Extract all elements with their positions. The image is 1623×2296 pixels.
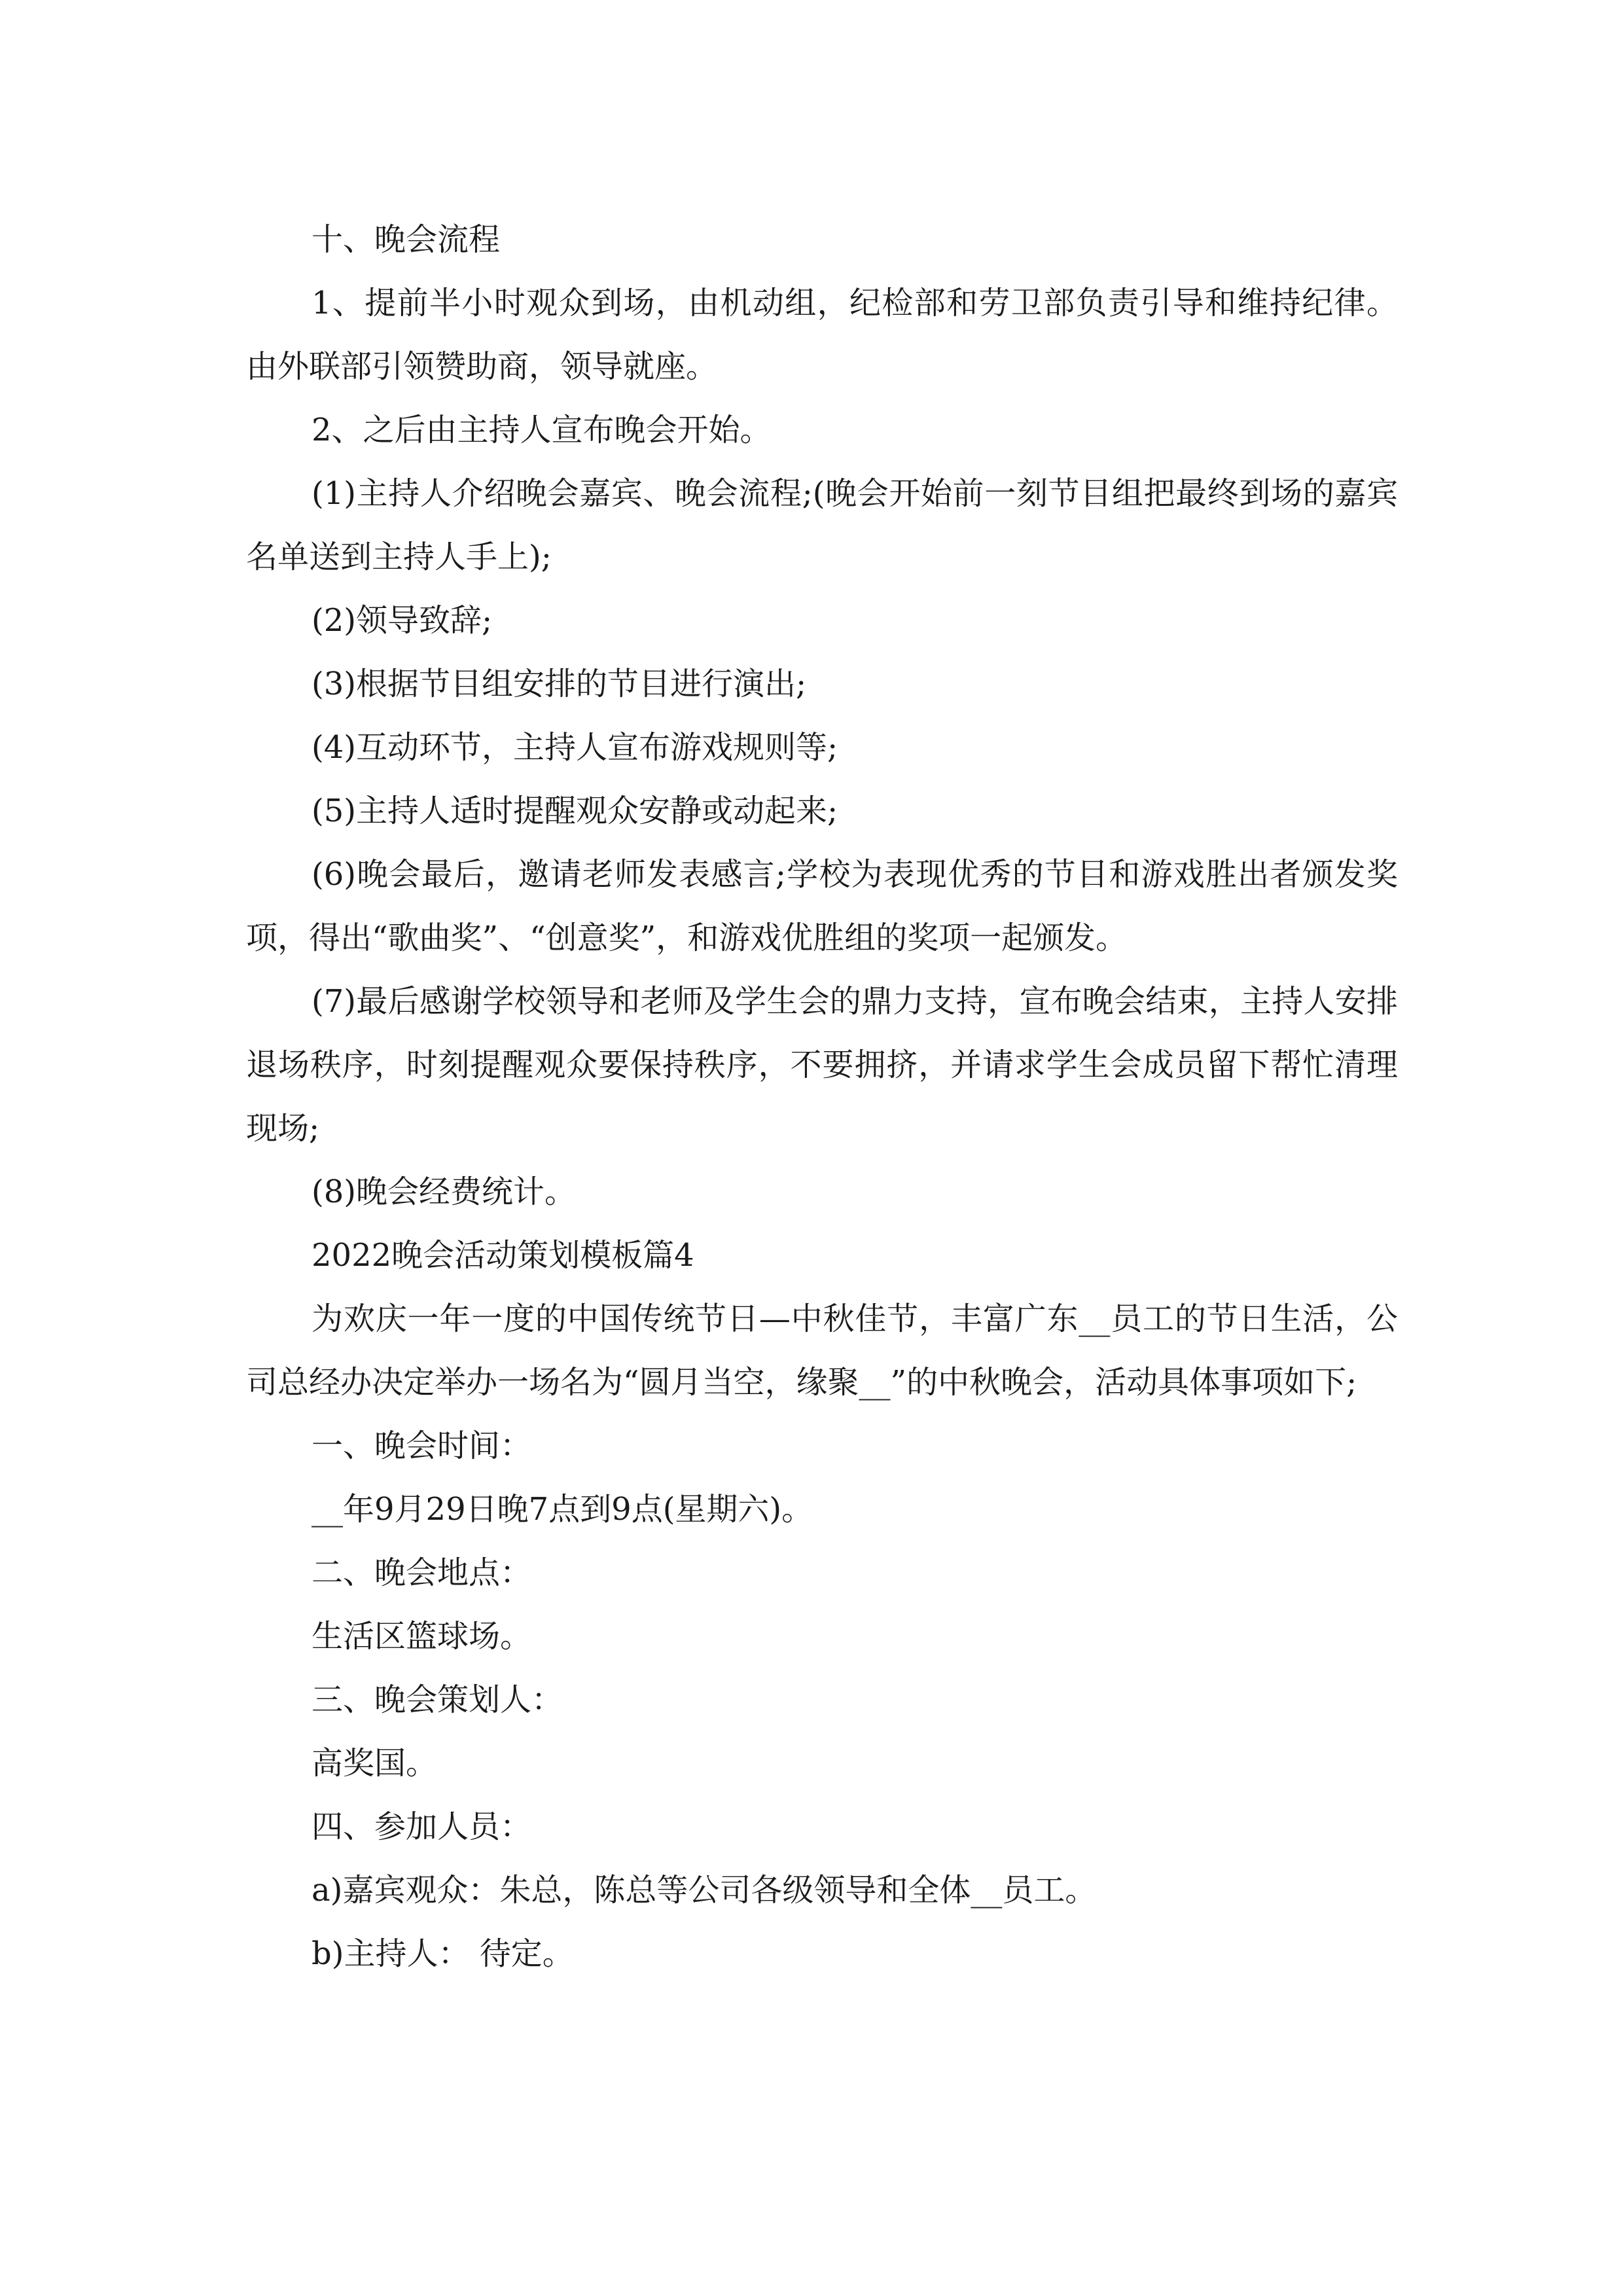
planner-value: 高奖国。 bbox=[312, 1745, 438, 1782]
paragraph-subitem-3: (3)根据节目组安排的节目进行演出; bbox=[312, 666, 807, 702]
intro-paragraph: 为欢庆一年一度的中国传统节日—中秋佳节，丰富广东__员工的节日生活，公司总经办决定举办一场名为“圆月当空，缘聚__”的中秋晚会，活动具体事项如下; bbox=[246, 1300, 1398, 1401]
document-body bbox=[246, 208, 1398, 1986]
paragraph-subitem-4: (4)互动环节，主持人宣布游戏规则等; bbox=[312, 729, 838, 766]
section-heading-planner: 三、晚会策划人： bbox=[312, 1681, 563, 1718]
section-heading-time: 一、晚会时间： bbox=[312, 1427, 532, 1464]
paragraph-item-1: 1、提前半小时观众到场，由机动组，纪检部和劳卫部负责引导和维持纪律。由外联部引领赞助商，领导就座。 bbox=[246, 285, 1398, 385]
paragraph-subitem-2: (2)领导致辞; bbox=[312, 602, 493, 639]
paragraph-subitem-5: (5)主持人适时提醒观众安静或动起来; bbox=[312, 793, 838, 829]
participants-guests: a)嘉宾观众：朱总，陈总等公司各级领导和全体__员工。 bbox=[312, 1872, 1097, 1909]
section-heading-participants: 四、参加人员： bbox=[312, 1808, 532, 1845]
template-title: 2022晚会活动策划模板篇4 bbox=[312, 1237, 694, 1274]
location-value: 生活区篮球场。 bbox=[312, 1618, 532, 1655]
paragraph-subitem-6: (6)晚会最后，邀请老师发表感言;学校为表现优秀的节目和游戏胜出者颁发奖项，得出“歌曲奖”、“创意奖”，和游戏优胜组的奖项一起颁发。 bbox=[246, 856, 1398, 956]
section-heading-program: 十、晚会流程 bbox=[312, 221, 501, 258]
paragraph-subitem-1: (1)主持人介绍晚会嘉宾、晚会流程;(晚会开始前一刻节目组把最终到场的嘉宾名单送到主持人手上); bbox=[246, 475, 1398, 575]
participants-host: b)主持人： 待定。 bbox=[312, 1935, 574, 1972]
paragraph-item-2: 2、之后由主持人宣布晚会开始。 bbox=[312, 412, 772, 448]
paragraph-subitem-7: (7)最后感谢学校领导和老师及学生会的鼎力支持，宣布晚会结束，主持人安排退场秩序，时刻提醒观众要保持秩序，不要拥挤，并请求学生会成员留下帮忙清理现场; bbox=[246, 983, 1398, 1147]
time-value: __年9月29日晚7点到9点(星期六)。 bbox=[312, 1491, 813, 1528]
section-heading-location: 二、晚会地点： bbox=[312, 1554, 532, 1591]
paragraph-subitem-8: (8)晚会经费统计。 bbox=[312, 1174, 576, 1210]
